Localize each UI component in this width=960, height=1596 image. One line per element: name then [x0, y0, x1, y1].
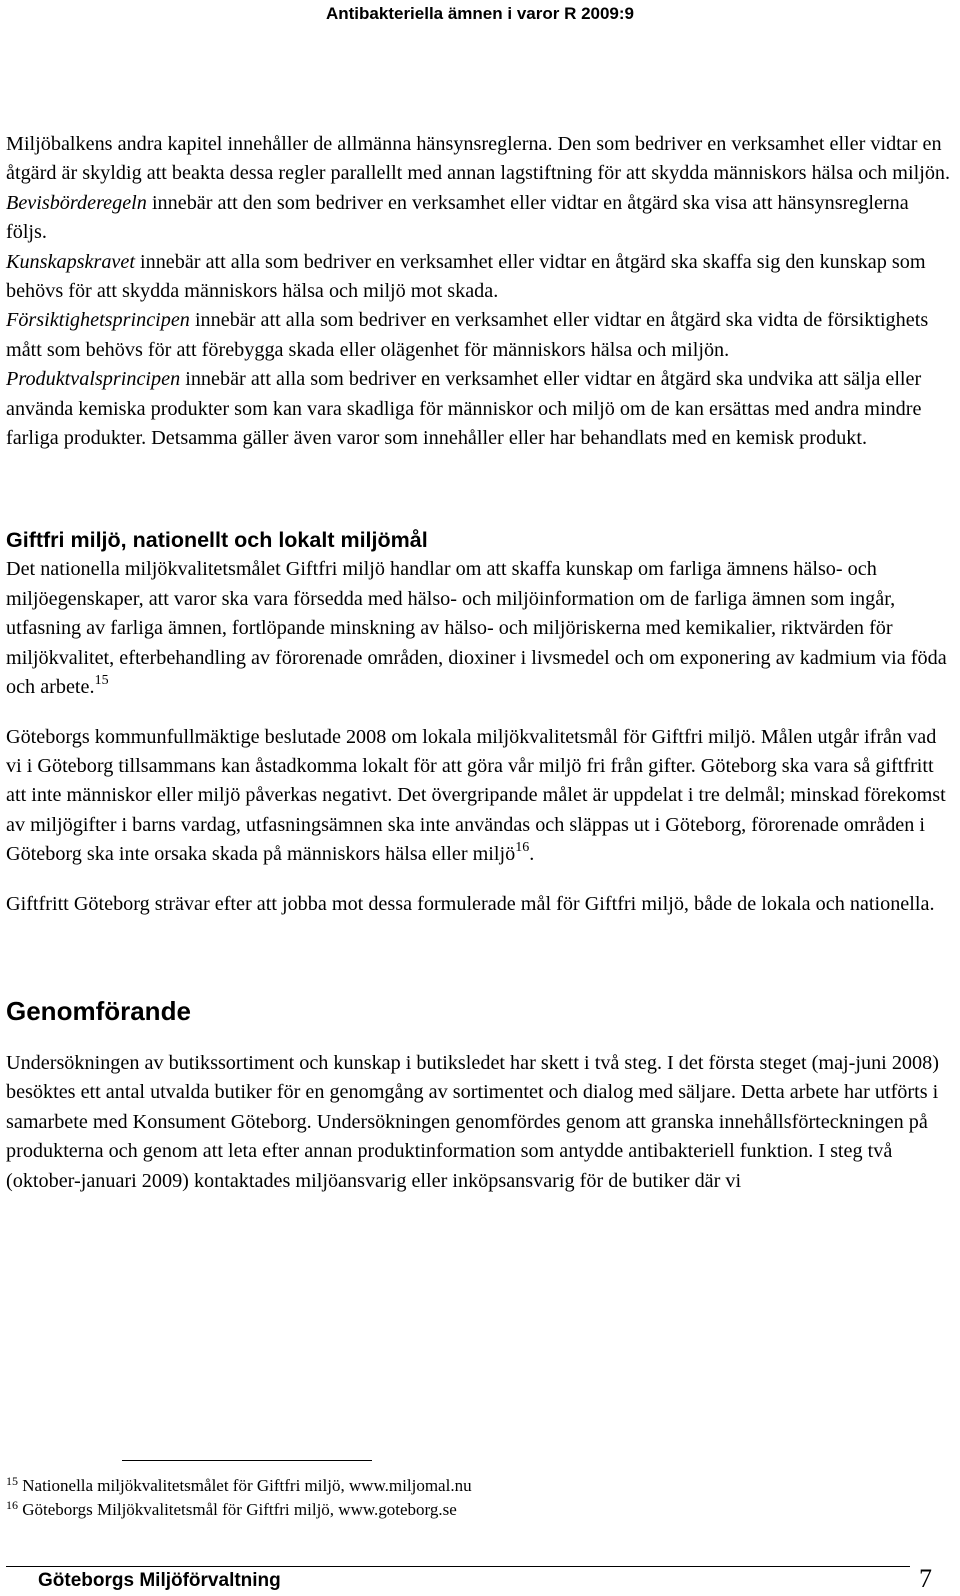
rule-term: Produktvalsprincipen — [6, 368, 181, 391]
rule-term: Försiktighetsprincipen — [6, 309, 190, 332]
footer-divider — [6, 1566, 910, 1567]
footnote-item: $^{16}$ Göteborgs Miljökvalitetsmål för Giftfri miljö, www.goteborg.se — [6, 1498, 457, 1519]
section-heading-genomforande: Genomförande — [6, 995, 191, 1026]
footnote-ref: 15 — [94, 673, 109, 689]
section-heading-giftfri-miljo: Giftfri miljö, nationellt och lokalt miljömål — [6, 528, 428, 553]
footnote-divider — [122, 1460, 372, 1461]
section-paragraph: Undersökningen av butikssortiment och kunskap i butiksledet har skett i två steg. I det första steget (maj-juni 2008) besöktes ett antal utvalda butiker för en genomgång av sortimentet och dialog med säljare. Detta arbete har utförts i samarbete med Konsument Göteborg. Undersökningen genomfördes genom att granska innehållsförteckningen på produkterna och genom att leta efter annan produktinformation som antydde antibakteriell funktion. I steg två (oktober-januari 2009) kontaktades miljöansvarig eller inköpsansvarig för de butiker där vi — [6, 1051, 939, 1192]
rule-text: innebär att alla som bedriver en verksamhet eller vidtar en åtgärd ska vidta de försiktighets mått som behövs för att förebygga skada eller olägenhet för människors hälsa och miljön. — [6, 309, 929, 361]
footer-organization: Göteborgs Miljöförvaltning — [38, 1570, 281, 1591]
footnote-item: $^{15}$ Nationella miljökvalitetsmålet för Giftfri miljö, www.miljomal.nu — [6, 1474, 472, 1495]
footnote-ref: 16 — [515, 840, 530, 856]
rule-text: innebär att den som bedriver en verksamhet eller vidtar en åtgärd ska visa att hänsynsreglerna följs. — [6, 191, 909, 244]
rule-bevisborderegeln — [6, 189, 951, 248]
footnotes — [6, 1474, 472, 1522]
rule-kunskapskravet — [6, 248, 951, 307]
rule-forsiktighetsprincipen — [6, 306, 951, 365]
rule-produktvalsprincipen — [6, 365, 951, 453]
rule-term: Bevisbörderegeln — [6, 191, 147, 214]
section-paragraph: Göteborgs kommunfullmäktige beslutade 2008 om lokala miljökvalitetsmål för Giftfri miljö. Målen utgår ifrån vad vi i Göteborg tillsammans kan åstadkomma lokalt för att göra vår miljö fri från gifter. Göteborg ska vara så giftfritt att inte människor eller miljö påverkas negativt. Det övergripande målet är uppdelat i tre delmål; minskad förekomst av miljögifter i barns vardag, utfasningsämnen ska inte användas och släppas ut i Göteborg, förorenade områden i Göteborg ska inte orsaka skada på människors hälsa eller miljö$^{16}$. — [6, 725, 946, 866]
running-header: Antibakteriella ämnen i varor R 2009:9 — [325, 4, 635, 23]
intro-paragraph: Miljöbalkens andra kapitel innehåller de allmänna hänsynsreglerna. Den som bedriver en verksamhet eller vidtar en åtgärd är skyldig att beakta dessa regler parallellt med annan lagstiftning för att skydda människors hälsa och miljön. — [6, 133, 951, 185]
rule-term: Kunskapskravet — [6, 250, 135, 273]
rule-text: innebär att alla som bedriver en verksamhet eller vidtar en åtgärd ska skaffa sig den kunskap som behövs för att skydda människors hälsa och miljö mot skada. — [6, 250, 926, 303]
section-paragraph: Giftfritt Göteborg strävar efter att jobba mot dessa formulerade mål för Giftfri miljö, både de lokala och nationella. — [6, 892, 935, 915]
section-paragraph: Det nationella miljökvalitetsmålet Giftfri miljö handlar om att skaffa kunskap om farliga ämnens hälso- och miljöegenskaper, att varor ska vara försedda med hälso- och miljöinformation om de farliga ämnen som ingår, utfasning av farliga ämnen, fortlöpande minskning av hälso- och miljöriskerna med kemikalier, riktvärden för miljökvalitet, efterbehandling av förorenade områden, dioxiner i livsmedel och om exponering av kadmium via föda och arbete.$^{15}$ — [6, 558, 947, 699]
rule-text: innebär att alla som bedriver en verksamhet eller vidtar en åtgärd ska undvika att sälja eller använda kemiska produkter som kan vara skadliga för människor och miljö om de kan ersättas med andra mindre farliga produkter. Detsamma gäller även varor som innehåller eller har behandlats med en kemisk produkt. — [6, 368, 922, 450]
page-body — [6, 130, 951, 1196]
page-number: 7 — [919, 1564, 932, 1593]
